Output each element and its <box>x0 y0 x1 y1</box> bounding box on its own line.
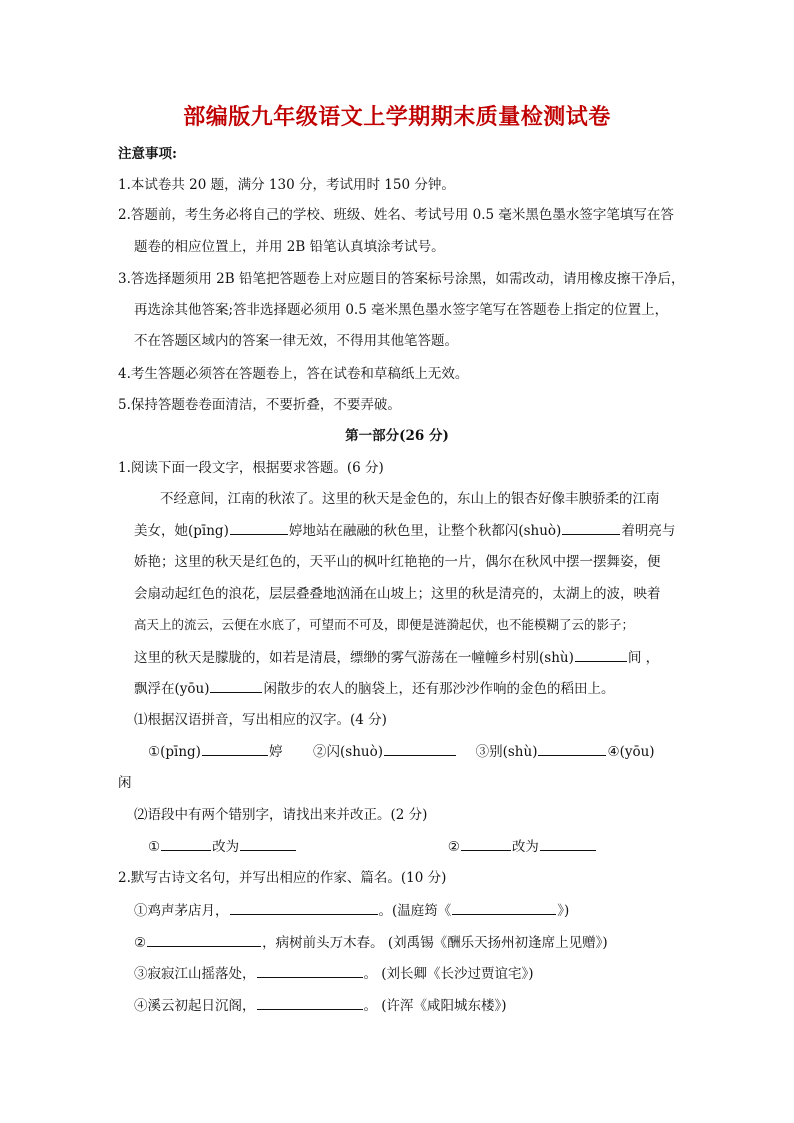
answer-blank[interactable] <box>540 836 596 851</box>
q1-passage-line-3: 娇艳；这里的秋天是红色的，天平山的枫叶红艳艳的一片，偶尔在秋风中摆一摆舞姿，便 <box>134 554 661 570</box>
passage-text: 间 ， <box>627 650 660 666</box>
answer-blank[interactable] <box>240 836 296 851</box>
poem-text: ①鸡声茅店月， <box>134 903 229 919</box>
answer-blank[interactable] <box>230 520 288 535</box>
poem-text: 》) <box>557 903 570 919</box>
q2-line-4 <box>134 995 507 1016</box>
answer-blank[interactable] <box>452 900 556 915</box>
answer-blank[interactable] <box>147 932 261 947</box>
notice-item-2a: 2.答题前，考生务必将自己的学校、班级、姓名、考试号用 0.5 毫米黑色墨水签字笔填写在答 <box>118 207 674 223</box>
q1-passage-line-1: 不经意间，江南的秋浓了。这里的秋天是金色的，东山上的银杏好像丰腴骄柔的江南 <box>160 491 660 507</box>
answer-blank[interactable] <box>538 741 606 756</box>
sub2-change-label: 改为 <box>511 839 539 855</box>
notice-item-3c: 不在答题区域内的答案一律无效，不得用其他笔答题。 <box>134 333 458 349</box>
answer-blank[interactable] <box>230 900 378 915</box>
answer-blank[interactable] <box>461 836 511 851</box>
poem-text: ② <box>134 935 147 951</box>
q1-passage-line-5: 高天上的流云，云便在水底了，可望而不可及，即便是涟漪起伏，也不能模糊了云的影子； <box>134 617 635 632</box>
q1-sub1: ⑴根据汉语拼音，写出相应的汉字。(4 分) <box>134 712 387 728</box>
poem-text: ④溪云初起日沉阁， <box>134 998 256 1014</box>
passage-text: 婷地站在融融的秋色里，让整个秋都闪(shuò) <box>288 523 562 539</box>
notice-item-3a: 3.答选择题须用 2B 铅笔把答题卷上对应题目的答案标号涂黑，如需改动，请用橡皮擦干净后， <box>118 271 685 287</box>
notice-item-1: 1.本试卷共 20 题，满分 130 分，考试用时 150 分钟。 <box>118 177 455 193</box>
sub2-item-b: ② <box>447 839 460 855</box>
notice-item-4: 4.考生答题必须答在答题卷上，答在试卷和草稿纸上无效。 <box>118 366 469 382</box>
q1-passage-line-4: 会扇动起红色的浪花，层层叠叠地汹涌在山坡上；这里的秋是清亮的，太湖上的波，映着 <box>134 586 661 602</box>
q1-sub1-answers <box>148 741 655 762</box>
answer-blank[interactable] <box>257 995 363 1010</box>
q1-passage-line-7 <box>134 678 614 699</box>
answer-blank[interactable] <box>161 836 211 851</box>
page-title: 部编版九年级语文上学期期末质量检测试卷 <box>183 105 611 130</box>
sub1-item-b: ②闪(shuò) <box>313 744 384 760</box>
sub1-item-a: ①(pīng) <box>148 744 201 760</box>
q1-sub2-answers <box>148 836 597 857</box>
answer-blank[interactable] <box>210 678 262 693</box>
q1-sub2: ⑵语段中有两个错别字，请找出来并改正。(2 分) <box>134 807 428 823</box>
sub1-item-d: ④(yōu) <box>607 744 655 760</box>
notice-item-2b: 题卷的相应位置上，并用 2B 铅笔认真填涂考试号。 <box>134 239 445 255</box>
part1-heading: 第一部分(26 分) <box>345 428 449 444</box>
passage-text: 着明亮与 <box>621 523 676 539</box>
answer-blank[interactable] <box>257 963 363 978</box>
q2-line-1 <box>134 900 569 921</box>
notice-heading: 注意事项: <box>118 146 177 162</box>
passage-text: 飘浮在(yōu) <box>134 681 210 697</box>
answer-blank[interactable] <box>562 520 620 535</box>
sub1-item-c: ③别(shù) <box>475 744 538 760</box>
poem-text: ③寂寂江山摇落处， <box>134 966 256 982</box>
passage-text: 美女，她(pīng) <box>134 523 229 539</box>
sub1-item-d-suffix: 闲 <box>118 775 132 791</box>
sub1-item-a-suffix: 婷 <box>268 744 283 760</box>
poem-text: ，病树前头万木春。 (刘禹锡《酬乐天扬州初逢席上见赠》) <box>262 935 608 951</box>
q2-stem: 2.默写古诗文名句，并写出相应的作家、篇名。(10 分) <box>118 870 447 886</box>
answer-blank[interactable] <box>384 741 456 756</box>
passage-text: 这里的秋天是朦胧的，如若是清晨，缥缈的雾气游荡在一幢幢乡村别(shù) <box>134 650 574 666</box>
q2-line-2 <box>134 932 608 953</box>
poem-text: 。(温庭筠《 <box>378 903 452 919</box>
notice-item-3b: 再选涂其他答案;答非选择题必须用 0.5 毫米黑色墨水签字笔写在答题卷上指定的位置上， <box>134 302 669 318</box>
answer-blank[interactable] <box>575 647 627 662</box>
q1-passage-line-2 <box>134 520 675 541</box>
sub2-change-label: 改为 <box>212 839 240 855</box>
answer-blank[interactable] <box>202 741 268 756</box>
poem-text: 。 (许浑《咸阳城东楼》) <box>363 998 507 1014</box>
q1-passage-line-6 <box>134 647 659 668</box>
q2-line-3 <box>134 963 534 984</box>
q1-stem: 1.阅读下面一段文字，根据要求答题。(6 分) <box>118 460 384 476</box>
sub2-item-a: ① <box>148 839 161 855</box>
poem-text: 。 (刘长卿《长沙过贾谊宅》) <box>363 966 534 982</box>
passage-text: 闲散步的农人的脑袋上，还有那沙沙作响的金色的稻田上。 <box>263 681 615 697</box>
notice-item-5: 5.保持答题卷卷面清洁，不要折叠，不要弄破。 <box>118 397 401 413</box>
